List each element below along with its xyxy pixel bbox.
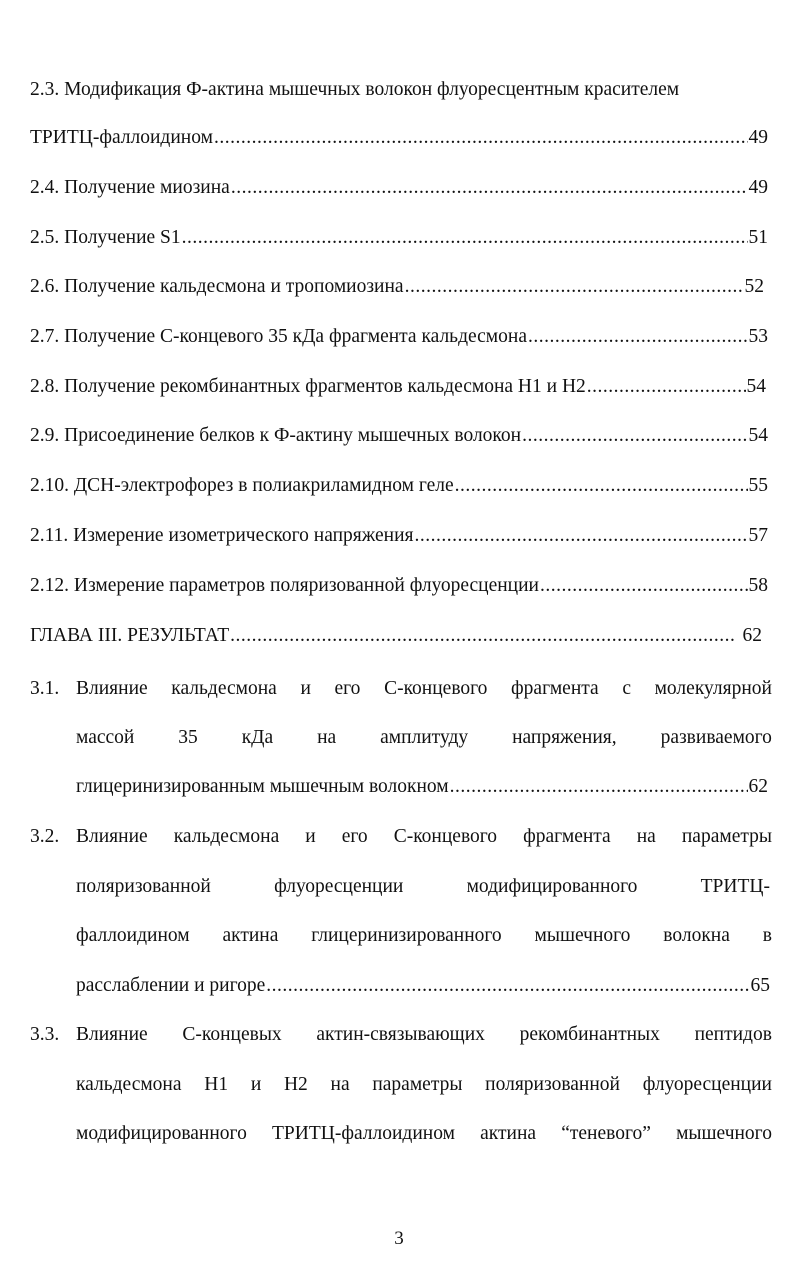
- leader-dots: [231, 174, 748, 202]
- toc-entry-2-7[interactable]: [30, 323, 768, 351]
- toc-entry-title: 2.12. Измерение параметров поляризованной флуоресценции: [30, 575, 539, 596]
- toc-page-number: 53: [748, 326, 768, 347]
- word: с: [622, 678, 631, 699]
- leader-dots: [528, 323, 748, 351]
- word: кальдесмона: [171, 678, 277, 699]
- word: Н2: [283, 1074, 308, 1095]
- word: 35: [178, 727, 198, 748]
- word: актина: [222, 925, 279, 946]
- word: рекомбинантных: [519, 1024, 660, 1045]
- toc-entry-title: 2.7. Получение С-концевого 35 кДа фрагмента кальдесмона: [30, 326, 527, 347]
- toc-entry-2-3-line1: 2.3. Модификация Ф-актина мышечных волокон флуоресцентным красителем: [30, 79, 680, 100]
- toc-entry-title: ГЛАВА III. РЕЗУЛЬТАТ: [30, 625, 230, 646]
- toc-entry-2-11[interactable]: [30, 522, 768, 550]
- word: глицеринизированного: [311, 925, 502, 946]
- leader-dots: [450, 773, 748, 801]
- toc-entry-3-1-line1[interactable]: [76, 675, 772, 703]
- word: мышечного: [534, 925, 631, 946]
- word: кальдесмона: [173, 826, 280, 847]
- toc-entry-3-2-line1[interactable]: [76, 823, 772, 851]
- leader-dots: [230, 622, 735, 650]
- toc-entry-title: расслаблении и ригоре: [76, 975, 266, 996]
- word: на: [317, 727, 337, 748]
- word: пептидов: [694, 1024, 772, 1045]
- toc-page-number: 65: [750, 975, 770, 996]
- word: актин-связывающих: [316, 1024, 485, 1045]
- toc-chapter-3[interactable]: [30, 622, 762, 650]
- toc-entry-title: 2.11. Измерение изометрического напряжения: [30, 525, 414, 546]
- toc-entry-3-2-line3[interactable]: [76, 922, 772, 950]
- toc-entry-2-9[interactable]: [30, 422, 768, 450]
- word: фрагмента: [523, 826, 611, 847]
- toc-entry-2-8[interactable]: [30, 373, 766, 401]
- word: модифицированного: [466, 876, 638, 897]
- toc-entry-2-6[interactable]: [30, 273, 764, 301]
- word: флуоресценции: [642, 1074, 772, 1095]
- toc-entry-title: ТРИТЦ-фаллоидином: [30, 127, 213, 148]
- word: и: [300, 678, 311, 699]
- word: ТРИТЦ-: [700, 876, 770, 897]
- leader-dots: [540, 572, 748, 600]
- toc-page-number: 62: [742, 625, 762, 646]
- leader-dots: [455, 472, 748, 500]
- toc-page-number: 52: [744, 276, 764, 297]
- word: параметры: [681, 826, 772, 847]
- toc-entry-title: 2.8. Получение рекомбинантных фрагментов кальдесмона Н1 и Н2: [30, 376, 586, 397]
- page-number: 3: [394, 1228, 404, 1249]
- toc-entry-3-1-line3[interactable]: [76, 773, 768, 801]
- word: Влияние: [76, 826, 148, 847]
- word: фрагмента: [511, 678, 599, 699]
- word: Влияние: [76, 1024, 148, 1045]
- word: поляризованной: [76, 876, 211, 897]
- leader-dots: [522, 422, 747, 450]
- toc-entry-3-3-line3[interactable]: [76, 1120, 772, 1148]
- toc-entry-2-4[interactable]: [30, 174, 768, 202]
- toc-page-number: 54: [748, 425, 768, 446]
- toc-page-number: 55: [748, 475, 768, 496]
- toc-page-number: 58: [748, 575, 768, 596]
- toc-page-number: 49: [748, 177, 768, 198]
- word: поляризованной: [485, 1074, 620, 1095]
- leader-dots: [405, 273, 744, 301]
- toc-entry-title: глицеринизированным мышечным волокном: [76, 776, 449, 797]
- leader-dots: [266, 972, 749, 1000]
- toc-entry-title: 2.6. Получение кальдесмона и тропомиозина: [30, 276, 404, 297]
- toc-page-number: 62: [748, 776, 768, 797]
- toc-entry-3-2-line2[interactable]: [76, 873, 770, 901]
- toc-entry-title: 2.9. Присоединение белков к Ф-актину мышечных волокон: [30, 425, 522, 446]
- word: С-концевого: [393, 826, 498, 847]
- toc-entry-2-10[interactable]: [30, 472, 768, 500]
- toc-entry-3-1-line2[interactable]: [76, 724, 772, 752]
- toc-entry-2-3[interactable]: [30, 124, 768, 152]
- word: и: [250, 1074, 262, 1095]
- toc-entry-title: 2.5. Получение S1: [30, 227, 181, 248]
- toc-page-number: 51: [748, 227, 768, 248]
- word: амплитуду: [380, 727, 469, 748]
- word: Влияние: [76, 678, 148, 699]
- word: модифицированного: [76, 1123, 247, 1144]
- toc-entry-3-3-line1[interactable]: [76, 1021, 772, 1049]
- leader-dots: [414, 522, 747, 550]
- word: на: [330, 1074, 350, 1095]
- toc-entry-3-3-number: 3.3.: [30, 1024, 60, 1045]
- toc-entry-2-5[interactable]: [30, 224, 768, 252]
- word: фаллоидином: [76, 925, 190, 946]
- toc-entry-title: 2.4. Получение миозина: [30, 177, 230, 198]
- word: молекулярной: [654, 678, 772, 699]
- word: развиваемого: [660, 727, 772, 748]
- word: параметры: [372, 1074, 463, 1095]
- toc-entry-3-2-line4[interactable]: [76, 972, 770, 1000]
- word: и: [305, 826, 316, 847]
- word: его: [341, 826, 368, 847]
- leader-dots: [182, 224, 748, 252]
- toc-page-number: 54: [746, 376, 766, 397]
- toc-page-number: 57: [748, 525, 768, 546]
- word: С-концевых: [182, 1024, 282, 1045]
- word: на: [636, 826, 656, 847]
- word: кДа: [241, 727, 274, 748]
- toc-entry-3-2-number: 3.2.: [30, 826, 60, 847]
- toc-entry-2-12[interactable]: [30, 572, 768, 600]
- word: кальдесмона: [76, 1074, 182, 1095]
- toc-entry-3-3-line2[interactable]: [76, 1071, 772, 1099]
- word: в: [762, 925, 772, 946]
- word: ТРИТЦ-фаллоидином: [272, 1123, 455, 1144]
- word: Н1: [204, 1074, 229, 1095]
- word: волокна: [663, 925, 730, 946]
- leader-dots: [587, 373, 746, 401]
- word: актина: [480, 1123, 537, 1144]
- word: напряжения,: [512, 727, 617, 748]
- word: С-концевого: [384, 678, 488, 699]
- toc-entry-title: 2.10. ДСН-электрофорез в полиакриламидном геле: [30, 475, 454, 496]
- word: мышечного: [676, 1123, 772, 1144]
- word: массой: [76, 727, 135, 748]
- leader-dots: [214, 124, 748, 152]
- toc-entry-3-1-number: 3.1.: [30, 678, 60, 699]
- toc-page-number: 49: [748, 127, 768, 148]
- word: флуоресценции: [274, 876, 404, 897]
- word: его: [334, 678, 361, 699]
- word: “теневого”: [561, 1123, 651, 1144]
